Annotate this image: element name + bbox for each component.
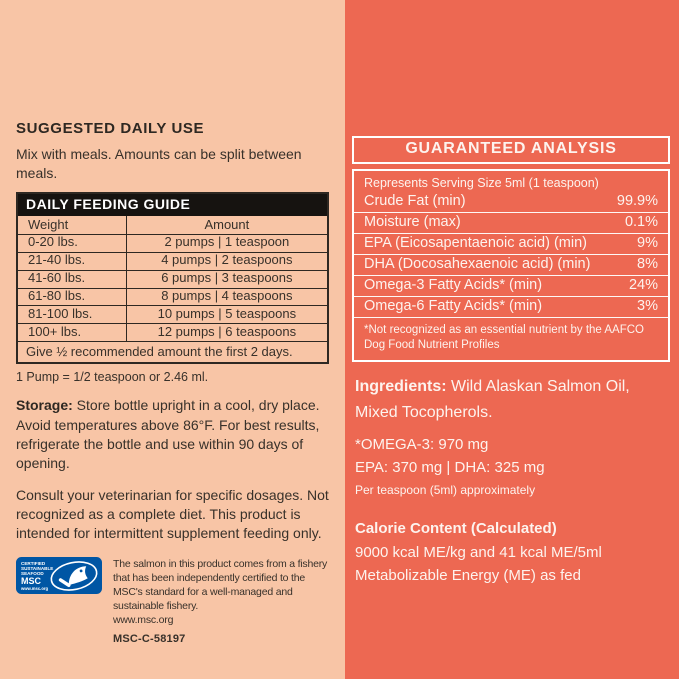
storage-text: Store bottle upright in a cool, dry place. Avoid temperatures above 86°F. For best results, refrigerate the bottle and use within 90 days of opening. — [16, 397, 320, 472]
msc-text-column — [113, 557, 330, 648]
msc-certification-text: The salmon in this product comes from a fishery that has been independently certified to the MSC's standard for a well-managed and sustainable fishery. — [113, 557, 328, 613]
amount-cell: 12 pumps | 6 teaspoons — [126, 324, 328, 342]
msc-url: www.msc.org — [113, 614, 174, 627]
analysis-value: 3% — [637, 298, 658, 314]
analysis-label: EPA (Eicosapentaenoic acid) (min) — [364, 235, 587, 251]
weight-cell: 100+ lbs. — [17, 324, 126, 342]
feeding-guide-footnote: Give ½ recommended amount the first 2 days. — [17, 342, 328, 364]
table-row — [17, 324, 328, 342]
table-row — [17, 252, 328, 270]
analysis-label: Moisture (max) — [364, 214, 461, 230]
weight-cell: 81-100 lbs. — [17, 306, 126, 324]
analysis-value: 24% — [628, 277, 658, 293]
feeding-guide-title-row — [17, 193, 328, 216]
amount-cell: 10 pumps | 5 teaspoons — [126, 306, 328, 324]
veterinarian-disclaimer: Consult your veterinarian for specific dosages. Not recognized as a complete diet. This product is intended for intermittent supplement feeding only. — [16, 486, 329, 542]
analysis-value: 9% — [637, 235, 658, 251]
msc-logo-line1: CERTIFIED — [21, 560, 46, 566]
omega-content-block — [355, 434, 670, 499]
analysis-value: 8% — [637, 256, 658, 272]
table-row — [17, 270, 328, 288]
weight-cell: 0-20 lbs. — [17, 234, 126, 252]
table-row — [17, 306, 328, 324]
per-teaspoon-note: Per teaspoon (5ml) approximately — [355, 483, 536, 498]
feeding-guide-header: DAILY FEEDING GUIDE — [17, 193, 328, 216]
storage-label: Storage: — [16, 397, 73, 414]
calorie-content-title: Calorie Content (Calculated) — [355, 520, 557, 538]
msc-logo-acronym: MSC — [21, 575, 41, 586]
msc-logo-line2: SUSTAINABLE — [21, 565, 54, 571]
analysis-label: Omega-3 Fatty Acids* (min) — [364, 277, 543, 293]
analysis-label: DHA (Docosahexaenoic acid) (min) — [364, 256, 591, 272]
calorie-content-block — [355, 517, 670, 587]
msc-logo-url: www.msc.org — [21, 585, 49, 591]
epa-dha-amounts: EPA: 370 mg | DHA: 325 mg — [355, 458, 545, 476]
intro-text: Mix with meals. Amounts can be split between meals. — [16, 145, 302, 182]
amount-cell: 4 pumps | 2 teaspoons — [126, 252, 328, 270]
serving-size-note: Represents Serving Size 5ml (1 teaspoon) — [364, 176, 599, 190]
aafco-footnote: *Not recognized as an essential nutrient by the AAFCO Dog Food Nutrient Profiles — [364, 324, 644, 352]
msc-certification-block — [16, 557, 330, 648]
storage-instructions — [16, 396, 331, 473]
guaranteed-analysis-table — [352, 169, 670, 362]
omega3-amount: *OMEGA-3: 970 mg — [355, 436, 489, 454]
daily-feeding-guide-table — [16, 192, 329, 365]
analysis-value: 99.9% — [616, 193, 658, 209]
calorie-values: 9000 kcal ME/kg and 41 kcal ME/5ml — [355, 543, 602, 561]
table-row — [17, 234, 328, 252]
analysis-row — [354, 297, 668, 318]
guaranteed-analysis-title: GUARANTEED ANALYSIS — [352, 136, 670, 164]
msc-certification-logo-icon — [16, 557, 104, 600]
weight-cell: 61-80 lbs. — [17, 288, 126, 306]
msc-logo-line3: SEAFOOD — [21, 570, 44, 576]
analysis-row — [354, 255, 668, 276]
analysis-value: 0.1% — [624, 214, 658, 230]
analysis-label: Omega-6 Fatty Acids* (min) — [364, 298, 543, 314]
feeding-guide-column-row — [17, 215, 328, 234]
analysis-row — [354, 234, 668, 255]
table-row — [17, 288, 328, 306]
ingredients-text — [355, 374, 667, 427]
ingredients-label: Ingredients: — [355, 377, 447, 395]
column-header-amount: Amount — [126, 215, 328, 234]
ingredients-value: Wild Alaskan Salmon Oil, Mixed Tocopherols. — [355, 377, 630, 421]
weight-cell: 41-60 lbs. — [17, 270, 126, 288]
analysis-row — [354, 213, 668, 234]
column-header-weight: Weight — [17, 215, 126, 234]
analysis-label: Crude Fat (min) — [364, 193, 466, 209]
amount-cell: 2 pumps | 1 teaspoon — [126, 234, 328, 252]
metabolizable-energy-note: Metabolizable Energy (ME) as fed — [355, 566, 581, 584]
weight-cell: 21-40 lbs. — [17, 252, 126, 270]
section-title-suggested-daily-use: SUGGESTED DAILY USE — [16, 120, 205, 137]
guaranteed-analysis-panel — [345, 0, 679, 679]
msc-certificate-code: MSC-C-58197 — [113, 633, 186, 646]
amount-cell: 6 pumps | 3 teaspoons — [126, 270, 328, 288]
pump-conversion-note: 1 Pump = 1/2 teaspoon or 2.46 ml. — [16, 370, 209, 385]
amount-cell: 8 pumps | 4 teaspoons — [126, 288, 328, 306]
analysis-row — [354, 192, 668, 213]
analysis-row — [354, 276, 668, 297]
feeding-guide-footnote-row — [17, 342, 328, 364]
